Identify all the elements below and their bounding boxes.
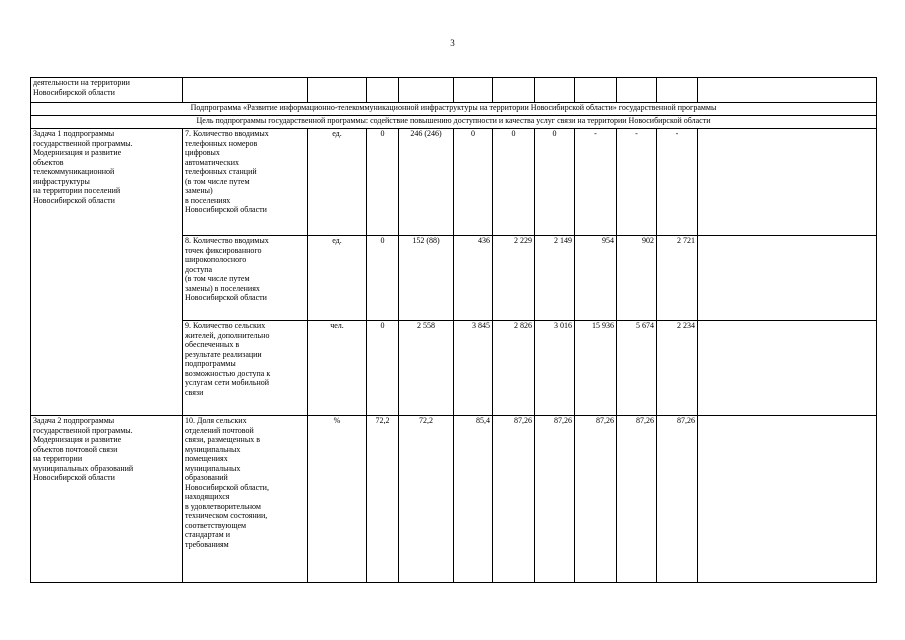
value-cell: 0	[535, 129, 575, 236]
task-2-cell: Задача 2 подпрограммы государственной программы. Модернизация и развитие объектов почтовой связи на территории муниципальных образований Новосибирской области	[31, 416, 183, 583]
value-cell: 15 936	[575, 321, 617, 416]
value-cell: 954	[575, 236, 617, 321]
value-cell	[575, 78, 617, 103]
unit-cell: ед.	[308, 129, 367, 236]
note-cell	[698, 78, 877, 103]
value-cell: 2 149	[535, 236, 575, 321]
value-cell	[617, 78, 657, 103]
note-cell	[698, 416, 877, 583]
value-cell: 3 845	[454, 321, 493, 416]
value-cell: 2 234	[657, 321, 698, 416]
value-cell: 0	[367, 236, 399, 321]
indicator-cell: 8. Количество вводимых точек фиксированного широкополосного доступа (в том числе путем замены) в поселениях Новосибирской области	[183, 236, 308, 321]
value-cell: 0	[367, 129, 399, 236]
value-cell: 2 558	[399, 321, 454, 416]
table-row-continuation	[31, 78, 877, 103]
value-cell: 87,26	[493, 416, 535, 583]
unit-cell: чел.	[308, 321, 367, 416]
value-cell: -	[657, 129, 698, 236]
goal-banner-row	[31, 116, 877, 129]
table-row-indicator-10	[31, 416, 877, 583]
task-1-cell: Задача 1 подпрограммы государственной программы. Модернизация и развитие объектов телекоммуникационной инфраструктуры на территории поселений Новосибирской области	[31, 129, 183, 416]
value-cell: -	[617, 129, 657, 236]
value-cell: 2 721	[657, 236, 698, 321]
value-cell: 0	[454, 129, 493, 236]
value-cell	[657, 78, 698, 103]
value-cell: 87,26	[617, 416, 657, 583]
indicator-cell: 7. Количество вводимых телефонных номеров цифровых автоматических телефонных станций (в том числе путем замены) в поселениях Новосибирской области	[183, 129, 308, 236]
value-cell: 0	[367, 321, 399, 416]
task-cell: деятельности на территории Новосибирской области	[31, 78, 183, 103]
value-cell: 0	[493, 129, 535, 236]
value-cell	[454, 78, 493, 103]
value-cell: 85,4	[454, 416, 493, 583]
value-cell: 2 229	[493, 236, 535, 321]
value-cell	[493, 78, 535, 103]
value-cell: 87,26	[575, 416, 617, 583]
value-cell: 436	[454, 236, 493, 321]
indicators-table	[30, 77, 877, 583]
value-cell: 246 (246)	[399, 129, 454, 236]
note-cell	[698, 236, 877, 321]
subprogram-title: Подпрограмма «Развитие информационно-телекоммуникационной инфраструктуры на территории Новосибирской области» государственной программы	[31, 103, 877, 116]
subprogram-banner-row	[31, 103, 877, 116]
value-cell: 902	[617, 236, 657, 321]
value-cell: 87,26	[535, 416, 575, 583]
unit-cell: %	[308, 416, 367, 583]
value-cell: 3 016	[535, 321, 575, 416]
indicator-cell: 10. Доля сельских отделений почтовой связи, размещенных в муниципальных помещениях муниципальных образований Новосибирской области, находящихся в удовлетворительном техническом состоянии, соответствующем стандартам и требованиям	[183, 416, 308, 583]
value-cell: 72,2	[399, 416, 454, 583]
value-cell: 152 (88)	[399, 236, 454, 321]
value-cell: 72,2	[367, 416, 399, 583]
note-cell	[698, 129, 877, 236]
value-cell: -	[575, 129, 617, 236]
value-cell: 5 674	[617, 321, 657, 416]
table-row-indicator-7	[31, 129, 877, 236]
page-number: 3	[450, 38, 455, 48]
indicator-cell: 9. Количество сельских жителей, дополнительно обеспеченных в результате реализации подпрограммы возможностью доступа к услугам сети мобильной связи	[183, 321, 308, 416]
value-cell: 87,26	[657, 416, 698, 583]
indicator-cell	[183, 78, 308, 103]
subprogram-goal: Цель подпрограммы государственной программы: содействие повышению доступности и качества услуг связи на территории Новосибирской области	[31, 116, 877, 129]
note-cell	[698, 321, 877, 416]
value-cell: 2 826	[493, 321, 535, 416]
unit-cell: ед.	[308, 236, 367, 321]
value-cell	[399, 78, 454, 103]
unit-cell	[308, 78, 367, 103]
value-cell	[367, 78, 399, 103]
value-cell	[535, 78, 575, 103]
